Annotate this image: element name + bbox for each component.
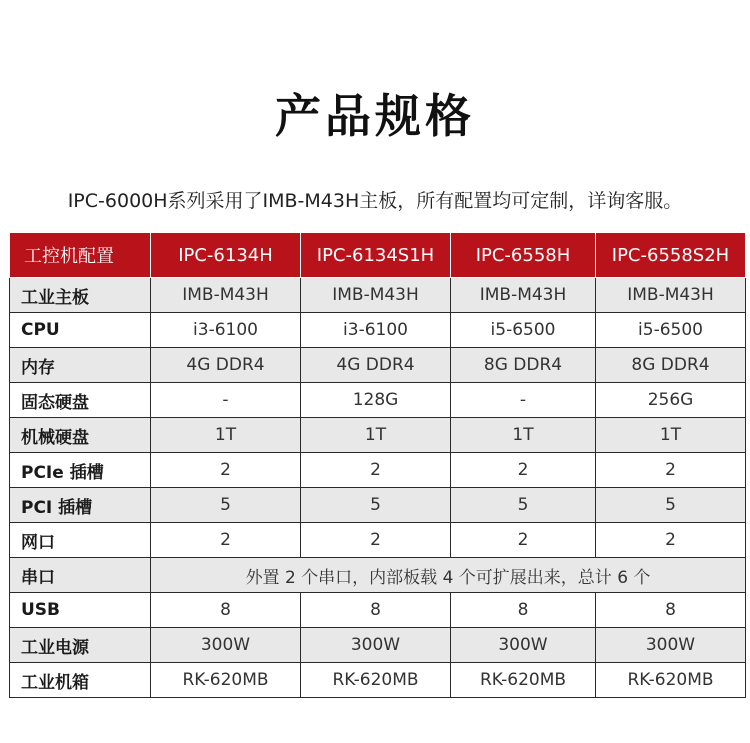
table-cell: 2 (596, 523, 746, 558)
table-cell: 2 (451, 523, 596, 558)
table-cell: 8 (451, 593, 596, 628)
table-cell: - (151, 383, 301, 418)
table-cell: IMB-M43H (451, 278, 596, 313)
table-cell: RK-620MB (451, 663, 596, 698)
table-cell: 2 (301, 523, 451, 558)
table-cell: 300W (451, 628, 596, 663)
table-cell: 8 (301, 593, 451, 628)
row-label: CPU (10, 313, 151, 348)
merged-cell: 外置 2 个串口，内部板载 4 个可扩展出来，总计 6 个 (151, 558, 746, 593)
row-label: 网口 (10, 523, 151, 558)
table-cell: 5 (451, 488, 596, 523)
table-cell: 2 (151, 453, 301, 488)
table-cell: 4G DDR4 (151, 348, 301, 383)
table-row (10, 348, 746, 383)
table-cell: 2 (596, 453, 746, 488)
table-cell: 5 (301, 488, 451, 523)
row-label: PCIe 插槽 (10, 453, 151, 488)
table-cell: 8 (596, 593, 746, 628)
table-cell: 2 (151, 523, 301, 558)
table-cell: RK-620MB (151, 663, 301, 698)
table-row (10, 593, 746, 628)
table-cell: 256G (596, 383, 746, 418)
table-cell: 1T (596, 418, 746, 453)
table-row (10, 663, 746, 698)
table-cell: RK-620MB (301, 663, 451, 698)
table-cell: 4G DDR4 (301, 348, 451, 383)
table-cell: 2 (451, 453, 596, 488)
spec-table (9, 232, 746, 698)
table-row (10, 488, 746, 523)
table-cell: 300W (151, 628, 301, 663)
table-cell: 5 (151, 488, 301, 523)
table-cell: 8 (151, 593, 301, 628)
table-cell: i3-6100 (151, 313, 301, 348)
table-cell: - (451, 383, 596, 418)
table-row (10, 628, 746, 663)
table-cell: 128G (301, 383, 451, 418)
row-label: 工业电源 (10, 628, 151, 663)
header-cell-model: IPC-6134S1H (301, 233, 451, 278)
row-label: 串口 (10, 558, 151, 593)
table-header-row (10, 233, 746, 278)
table-cell: RK-620MB (596, 663, 746, 698)
table-cell: IMB-M43H (301, 278, 451, 313)
row-label: PCI 插槽 (10, 488, 151, 523)
table-cell: 300W (301, 628, 451, 663)
table-cell: i5-6500 (451, 313, 596, 348)
table-cell: 5 (596, 488, 746, 523)
row-label: 固态硬盘 (10, 383, 151, 418)
table-row (10, 278, 746, 313)
table-row (10, 418, 746, 453)
table-row (10, 313, 746, 348)
row-label: 工业主板 (10, 278, 151, 313)
page-subtitle: IPC-6000H系列采用了IMB-M43H主板，所有配置均可定制，详询客服。 (67, 190, 683, 212)
row-label: 工业机箱 (10, 663, 151, 698)
table-cell: 2 (301, 453, 451, 488)
table-cell: 1T (451, 418, 596, 453)
table-cell: 1T (151, 418, 301, 453)
table-cell: IMB-M43H (151, 278, 301, 313)
table-cell: IMB-M43H (596, 278, 746, 313)
header-cell-model: IPC-6134H (151, 233, 301, 278)
table-cell: i5-6500 (596, 313, 746, 348)
header-cell-config: 工控机配置 (10, 233, 151, 278)
row-label: USB (10, 593, 151, 628)
table-row (10, 523, 746, 558)
row-label: 机械硬盘 (10, 418, 151, 453)
header-cell-model: IPC-6558S2H (596, 233, 746, 278)
table-cell: i3-6100 (301, 313, 451, 348)
table-row (10, 383, 746, 418)
header-cell-model: IPC-6558H (451, 233, 596, 278)
table-cell: 8G DDR4 (596, 348, 746, 383)
row-label: 内存 (10, 348, 151, 383)
table-cell: 300W (596, 628, 746, 663)
table-row (10, 453, 746, 488)
table-cell: 8G DDR4 (451, 348, 596, 383)
table-cell: 1T (301, 418, 451, 453)
table-row (10, 558, 746, 593)
page-title: 产品规格 (275, 89, 475, 143)
